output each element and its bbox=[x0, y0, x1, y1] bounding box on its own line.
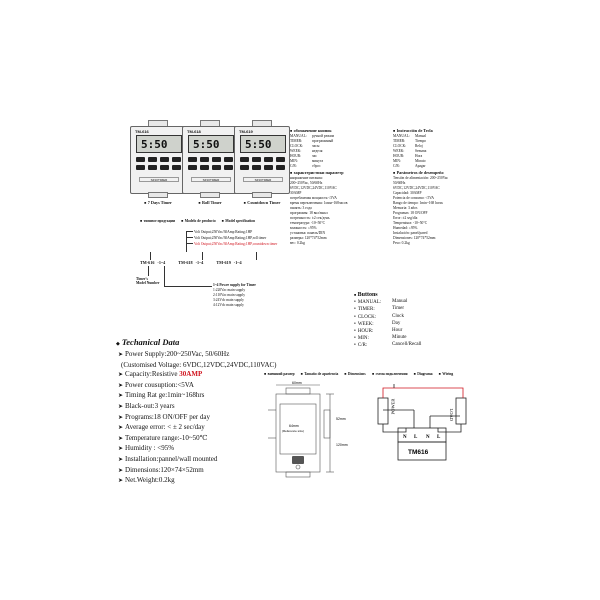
dim-depth: 52mm bbox=[336, 417, 346, 421]
tech-title: ◆ Techanical Data bbox=[116, 337, 180, 347]
power-label: POWER bbox=[390, 398, 396, 415]
device-buttons bbox=[240, 157, 286, 170]
button-meaning: Clock bbox=[392, 313, 404, 319]
spec-line: напряжение питания: bbox=[290, 176, 323, 180]
spec-line: программы: 18 вкл/выкл bbox=[290, 211, 328, 215]
device-caption: ■ Countdown Timer bbox=[227, 200, 297, 205]
es-specs bbox=[393, 170, 448, 246]
dim-top-width: 60mm bbox=[292, 381, 302, 385]
buttons-heading: ■ Buttons bbox=[354, 292, 421, 298]
es-specs-heading: ■ Parámetros de desempeño bbox=[393, 170, 448, 176]
wiring-model: TM616 bbox=[408, 449, 429, 456]
spec-line: Humedad: ≤95% bbox=[393, 226, 418, 230]
spec-line: Memoria: 3 años bbox=[393, 206, 418, 210]
spec-line: установка: панель/DIN bbox=[290, 231, 326, 235]
ru-specs bbox=[290, 170, 347, 246]
spec-line: Error: ±2 seg/día bbox=[393, 216, 418, 220]
code-616: TM-616 bbox=[140, 260, 155, 265]
buttons-table bbox=[354, 292, 421, 350]
spec-line: Peso: 0.2kg bbox=[393, 241, 410, 245]
key-row bbox=[290, 164, 334, 169]
legend-en: ■ Model specification bbox=[222, 219, 255, 223]
tech-capacity: ➤ Capacity:Resistive 30AMP bbox=[118, 370, 277, 381]
key-name: TIMER: bbox=[290, 139, 303, 143]
dimension-headers: ■ внешний размер ■ Tamaño de apariencia ■ Dimensions bbox=[264, 372, 366, 376]
spec-line: температура: -10~50°C bbox=[290, 221, 326, 225]
spec-line: память: 3 года bbox=[290, 206, 312, 210]
terminal-n2: N bbox=[426, 435, 430, 440]
key-meaning: минута bbox=[312, 159, 324, 163]
spec-line: Capacidad: 30AMP bbox=[393, 191, 422, 195]
output-line-2: Volt Output;250Vac/30Amp Rating;1HP,roll timer bbox=[194, 236, 267, 240]
key-meaning: час bbox=[312, 154, 317, 158]
key-name: MIN: bbox=[290, 159, 298, 163]
key-name: HOUR: bbox=[393, 154, 405, 158]
button-key: ● MIN: bbox=[354, 335, 392, 342]
button-row bbox=[354, 314, 421, 321]
spec-line: погрешность: ±2 сек/день bbox=[290, 216, 330, 220]
ru-button-intro bbox=[290, 128, 334, 169]
output-line-3: Volt Output;250Vac/30Amp Rating;1HP,countdown timer bbox=[194, 242, 278, 246]
device-buttons bbox=[136, 157, 182, 170]
tech-customised: (Customised Voltage: 6VDC,12VDC,24VDC,110VAC) bbox=[121, 360, 277, 369]
lcd-screen bbox=[136, 135, 182, 153]
lcd-digits: 5:50 bbox=[245, 138, 272, 151]
tech-error: ➤ Average error: < ± 2 sec/day bbox=[118, 423, 277, 434]
button-meaning: Hour bbox=[392, 328, 403, 334]
device-model: TM-619 bbox=[239, 129, 253, 134]
key-name: WEEK: bbox=[290, 149, 302, 153]
tech-programs: ➤ Programs:18 ON/OFF per day bbox=[118, 413, 277, 424]
key-meaning: Reloj bbox=[415, 144, 423, 148]
tech-blackout: ➤ Black-out:3 years bbox=[118, 402, 277, 413]
model-outputs bbox=[194, 229, 277, 247]
key-name: CLOCK: bbox=[290, 144, 304, 148]
brand-plate: SINOTIMER bbox=[243, 177, 283, 182]
device-caption: ■ Roll Timer bbox=[175, 200, 245, 205]
dim-note: (Reference size) bbox=[282, 429, 305, 433]
spec-line: Dimensiones: 120*74*52mm bbox=[393, 236, 436, 240]
timer-device-1 bbox=[130, 118, 186, 205]
spec-line: время переключения: 1мин~168часов bbox=[290, 201, 348, 205]
tech-timing: ➤ Timing Rat ge:1min~168hrs bbox=[118, 391, 277, 402]
key-name: MANUAL: bbox=[290, 134, 307, 138]
code-618: TM-618 bbox=[178, 260, 193, 265]
device-model: TM-618 bbox=[187, 129, 201, 134]
key-name: TIMER: bbox=[393, 139, 406, 143]
lcd-screen bbox=[240, 135, 286, 153]
key-meaning: неделя bbox=[312, 149, 323, 153]
legend-es: ■ Modelo de producto bbox=[181, 219, 216, 223]
button-key: ● WEEK: bbox=[354, 321, 392, 328]
button-key: ● C/R: bbox=[354, 342, 392, 349]
button-meaning: Cancell/Recall bbox=[392, 342, 422, 348]
spec-line: 50/60Hz bbox=[393, 181, 406, 185]
spec-line: Instalación: panel/pared bbox=[393, 231, 428, 235]
power-supply-title: 1~4 Power supply for Timer bbox=[213, 283, 256, 287]
key-meaning: Semana bbox=[415, 149, 427, 153]
tech-power-supply: ➤ Power Supply:200~250Vac, 50/60Hz bbox=[118, 350, 277, 361]
spec-line: Programas: 18 ON/OFF bbox=[393, 211, 428, 215]
key-meaning: Manual bbox=[415, 134, 426, 138]
key-meaning: Minuto bbox=[415, 159, 426, 163]
button-key: ● TIMER: bbox=[354, 306, 392, 313]
button-meaning: Timer bbox=[392, 306, 405, 312]
brand-plate: SINOTIMER bbox=[191, 177, 231, 182]
button-meaning: Manual bbox=[392, 299, 408, 305]
spec-line: Temperatura: -10~50°C bbox=[393, 221, 428, 225]
legend-ru: ■ типовое продукции bbox=[140, 219, 175, 223]
spec-line: вес: 0.2kg bbox=[290, 241, 305, 245]
es-button-intro bbox=[393, 128, 433, 169]
key-meaning: ручной режим bbox=[312, 134, 334, 138]
key-meaning: Apagar bbox=[415, 164, 426, 168]
spec-line: Potencia de consumo: <5VA bbox=[393, 196, 434, 200]
timer-device-3 bbox=[234, 118, 290, 205]
tech-dimensions: ➤ Dimensions:120×74×52mm bbox=[118, 466, 277, 477]
button-key: ● CLOCK: bbox=[354, 314, 392, 321]
timer-model-label: Timer's Model Number bbox=[136, 277, 160, 286]
power-box bbox=[378, 398, 388, 424]
button-meaning: Day bbox=[392, 320, 401, 326]
brand-plate: SINOTIMER bbox=[139, 177, 179, 182]
lcd-digits: 5:50 bbox=[141, 138, 168, 151]
load-box bbox=[456, 398, 466, 424]
key-name: MANUAL: bbox=[393, 134, 410, 138]
tech-consumption: ➤ Power cousuption:<5VA bbox=[118, 381, 277, 392]
load-label: LOAD bbox=[449, 408, 454, 421]
spec-line: влажность: ≤95% bbox=[290, 226, 317, 230]
diagram-headers: ■ схема подключения ■ Diagrama ■ Wiring bbox=[372, 372, 453, 376]
model-spec-legend bbox=[140, 219, 255, 223]
ru-intro-heading: ■ обозначение кнопок bbox=[290, 128, 334, 134]
key-name: HOUR: bbox=[290, 154, 302, 158]
key-meaning: Tiempo bbox=[415, 139, 427, 143]
button-key: ● HOUR: bbox=[354, 328, 392, 335]
button-row bbox=[354, 335, 421, 342]
terminal-l2: L bbox=[437, 435, 441, 440]
button-row bbox=[354, 299, 421, 306]
button-row bbox=[354, 342, 421, 349]
spec-line: Rango de tiempo: 1min~168 horas bbox=[393, 201, 443, 205]
tech-installation: ➤ Installation:pannel/wall mounted bbox=[118, 455, 277, 466]
tech-data-list bbox=[118, 350, 277, 487]
spec-line: 30AMP bbox=[290, 191, 302, 195]
es-intro-heading: ■ Instrucción de Tecla bbox=[393, 128, 433, 134]
key-meaning: программный bbox=[312, 139, 334, 143]
key-meaning: сброс bbox=[312, 164, 321, 168]
wiring-diagram bbox=[374, 380, 474, 470]
spec-line: потребляемая мощность:<5VA bbox=[290, 196, 337, 200]
code-619: TM-619 bbox=[216, 260, 231, 265]
dim-height: 120mm bbox=[336, 443, 348, 447]
capacity-value: 30AMP bbox=[179, 370, 203, 379]
key-name: C/R: bbox=[290, 164, 297, 168]
spec-line: 6VDC,12VDC,24VDC,110VAC bbox=[290, 186, 337, 190]
spec-line: размеры: 120*74*52mm bbox=[290, 236, 327, 240]
model-code: TM-616 -1~4 TM-618 -1~4 TM-619 -1~4 bbox=[140, 260, 242, 265]
lcd-digits: 5:50 bbox=[193, 138, 220, 151]
key-name: C/R: bbox=[393, 164, 400, 168]
device-buttons bbox=[188, 157, 234, 170]
dimension-drawing bbox=[262, 380, 362, 480]
power-supply-options: 1~4 Power supply for Timer 1:220Vac main supply 2:110Vac main supply 3:24Vdc main supply 4:12Vdc main supply bbox=[213, 283, 256, 307]
button-key: ● MANUAL: bbox=[354, 299, 392, 306]
key-name: CLOCK: bbox=[393, 144, 407, 148]
tech-temperature: ➤ Temperature range:-10~50℃ bbox=[118, 434, 277, 445]
terminal-n1: N bbox=[403, 435, 407, 440]
key-row bbox=[393, 164, 433, 169]
spec-line: 200~250Vac, 50/60Hz bbox=[290, 181, 323, 185]
button-row bbox=[354, 306, 421, 313]
button-row bbox=[354, 328, 421, 335]
button-row bbox=[354, 321, 421, 328]
spec-line: 6VDC,12VDC,24VDC,110VAC bbox=[393, 186, 440, 190]
key-name: MIN: bbox=[393, 159, 401, 163]
tech-weight: ➤ Net.Weight:0.2kg bbox=[118, 476, 277, 487]
timer-device-2 bbox=[182, 118, 238, 205]
key-name: WEEK: bbox=[393, 149, 405, 153]
output-line-1: Volt Output;250Vac/30Amp Rating;1HP bbox=[194, 230, 253, 234]
device-caption: ■ 7 Days Timer bbox=[123, 200, 193, 205]
device-model: TM-616 bbox=[135, 129, 149, 134]
button-meaning: Minute bbox=[392, 335, 407, 341]
tech-humidity: ➤ Humidity : <95% bbox=[118, 444, 277, 455]
ru-specs-heading: ■ характеристики параметр bbox=[290, 170, 347, 176]
dim-inner: 64mm bbox=[289, 424, 299, 428]
key-meaning: часы bbox=[312, 144, 320, 148]
lcd-screen bbox=[188, 135, 234, 153]
key-meaning: Hora bbox=[415, 154, 423, 158]
terminal-l1: L bbox=[414, 435, 418, 440]
spec-line: Tensión de alimentación: 200~250Vac bbox=[393, 176, 449, 180]
